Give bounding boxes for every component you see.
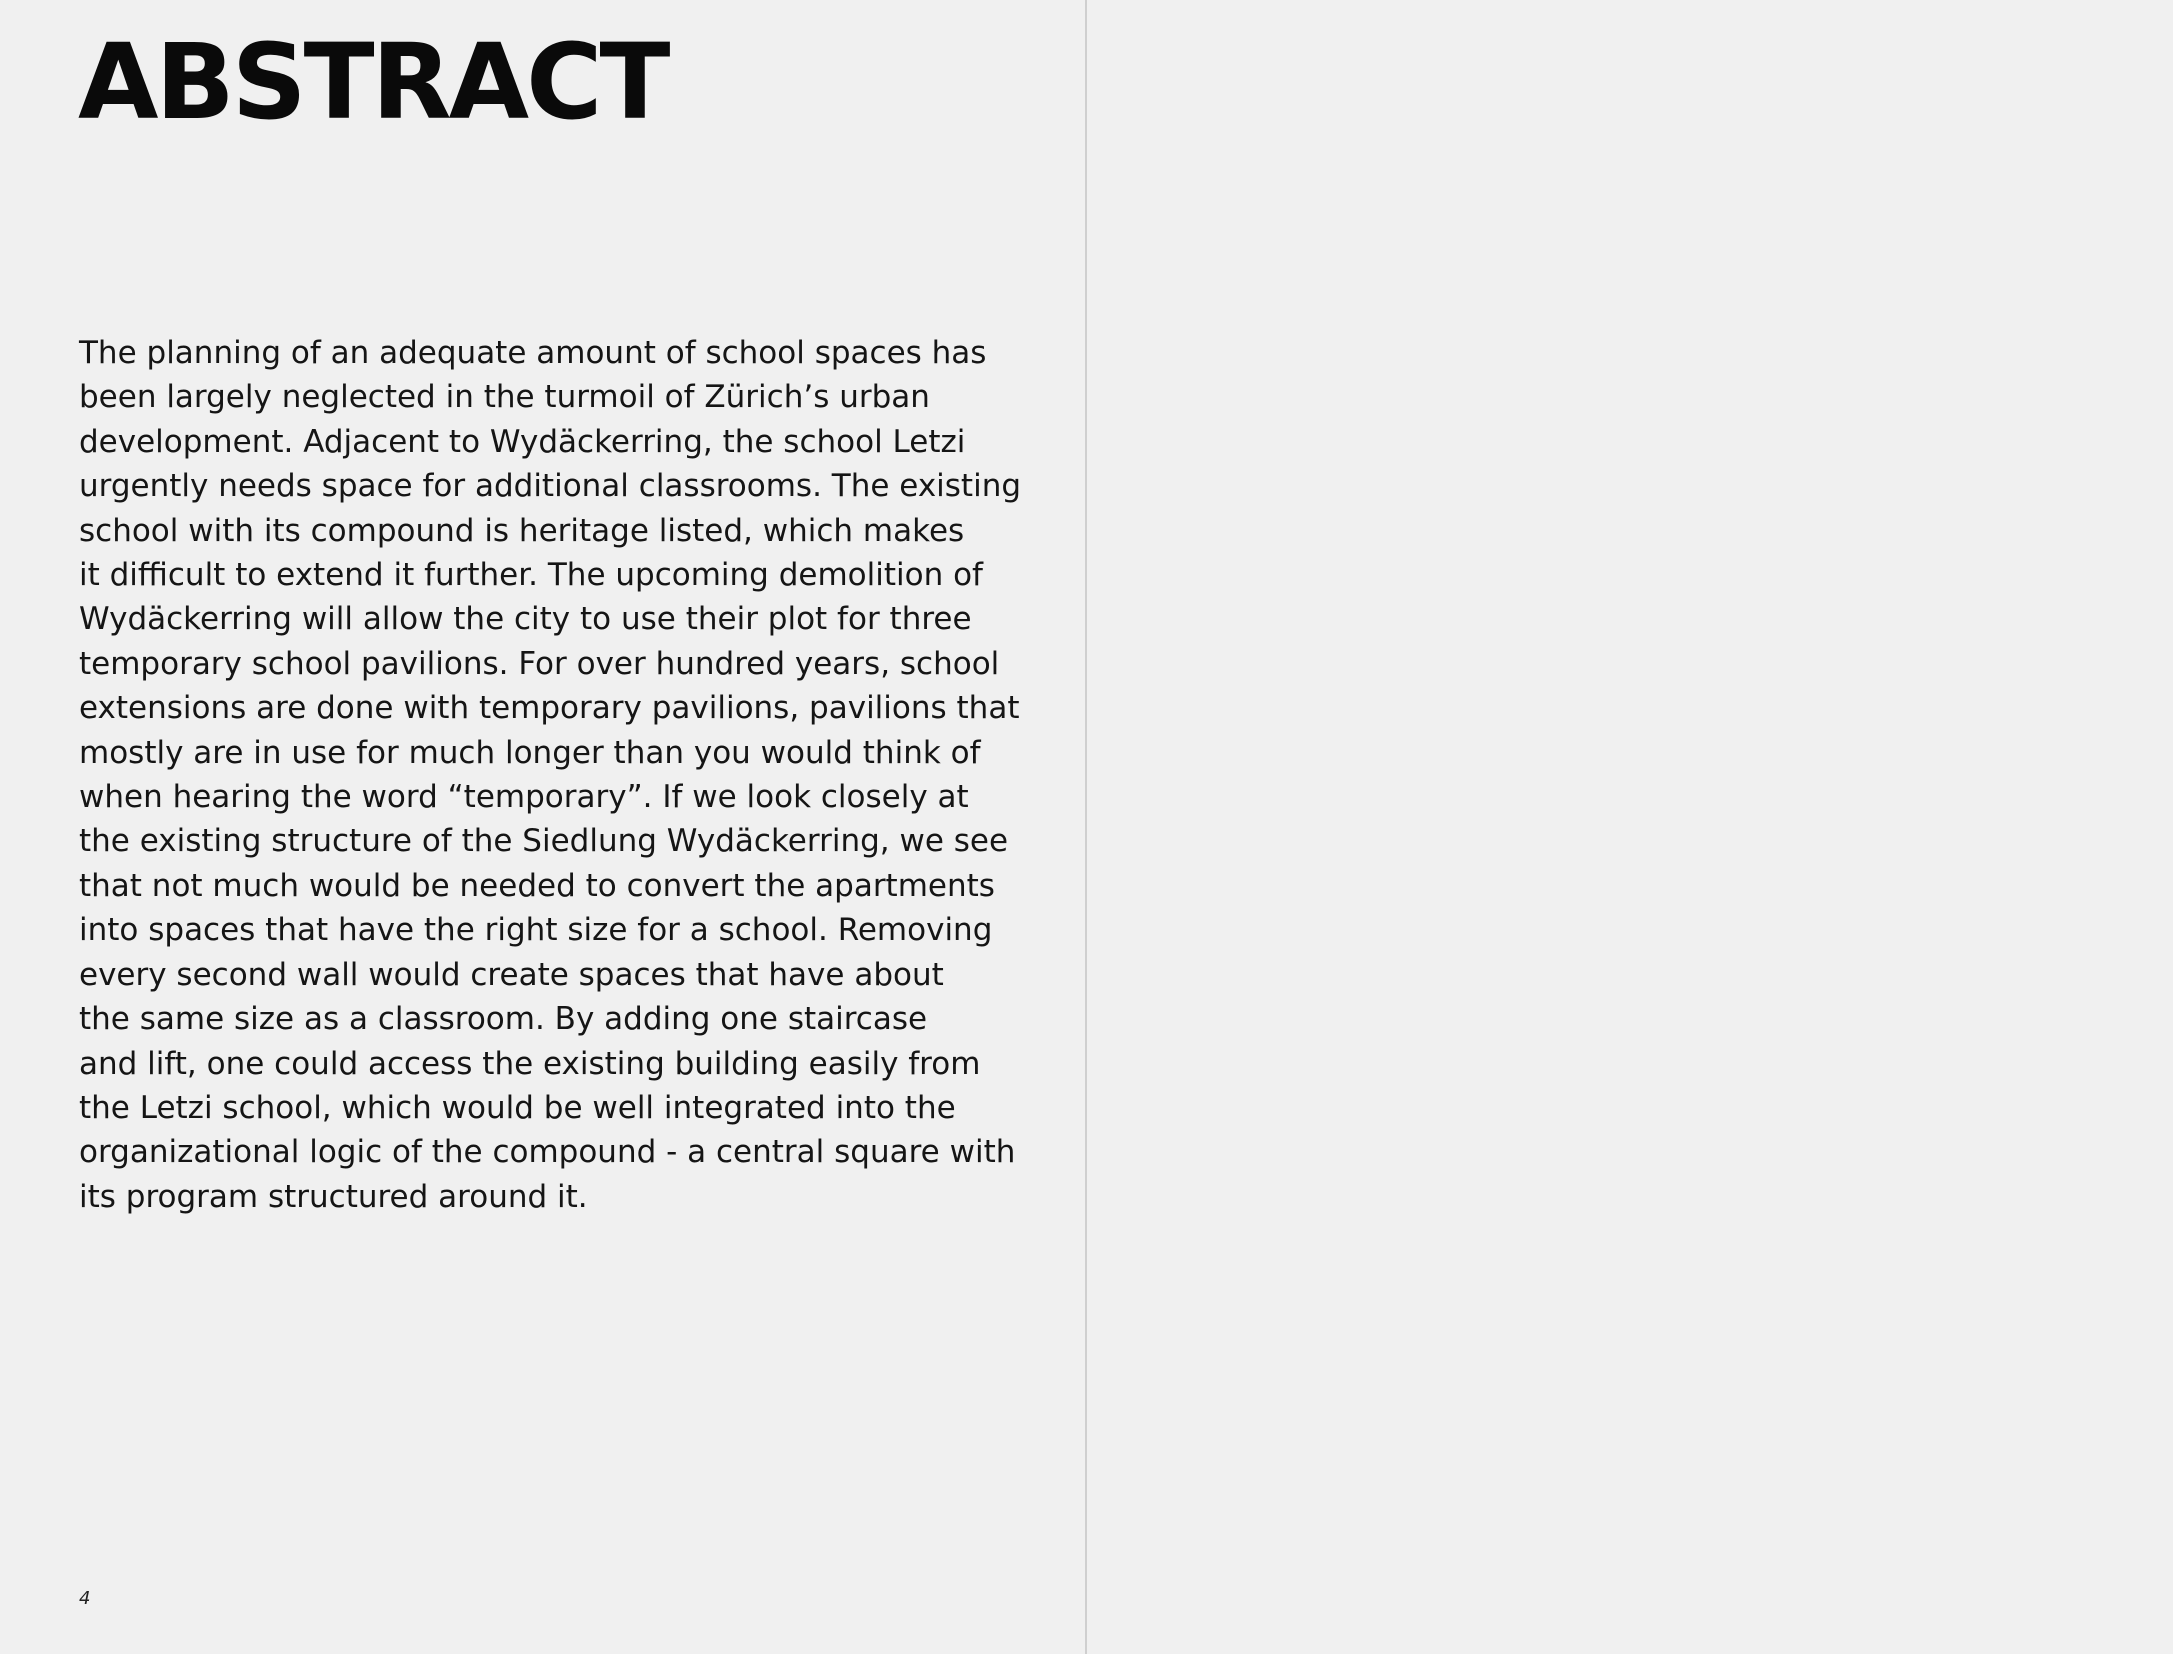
left-page bbox=[0, 0, 1085, 1654]
page-number: 4 bbox=[79, 1588, 91, 1609]
page-gutter-divider bbox=[1085, 0, 1087, 1654]
body-line: extensions are done with temporary pavilions, pavilions that bbox=[79, 690, 1020, 727]
body-line: the same size as a classroom. By adding one staircase bbox=[79, 1001, 928, 1038]
body-line: every second wall would create spaces that have about bbox=[79, 956, 944, 993]
right-page-blank bbox=[1088, 0, 2173, 1654]
body-line: organizational logic of the compound - a central square with bbox=[79, 1134, 1016, 1171]
body-line: that not much would be needed to convert the apartments bbox=[79, 867, 995, 904]
body-line: it difficult to extend it further. The upcoming demolition of bbox=[79, 557, 983, 594]
body-line: the existing structure of the Siedlung Wydäckerring, we see bbox=[79, 823, 1009, 860]
body-line: its program structured around it. bbox=[79, 1178, 588, 1215]
body-line: urgently needs space for additional classrooms. The existing bbox=[79, 468, 1022, 505]
body-line: Wydäckerring will allow the city to use their plot for three bbox=[79, 601, 972, 638]
body-line: when hearing the word “temporary”. If we look closely at bbox=[79, 779, 969, 816]
body-line: into spaces that have the right size for a school. Removing bbox=[79, 912, 993, 949]
body-line: and lift, one could access the existing building easily from bbox=[79, 1045, 981, 1082]
body-line: mostly are in use for much longer than you would think of bbox=[79, 734, 981, 771]
body-line: temporary school pavilions. For over hundred years, school bbox=[79, 645, 1000, 682]
body-line: The planning of an adequate amount of school spaces has bbox=[79, 335, 987, 371]
abstract-body bbox=[79, 331, 1022, 1219]
body-line: been largely neglected in the turmoil of Zürich’s urban bbox=[79, 379, 930, 416]
body-line: school with its compound is heritage listed, which makes bbox=[79, 512, 965, 549]
body-line: the Letzi school, which would be well integrated into the bbox=[79, 1089, 956, 1126]
page-title: ABSTRACT bbox=[78, 21, 668, 143]
body-line: development. Adjacent to Wydäckerring, the school Letzi bbox=[79, 423, 966, 460]
